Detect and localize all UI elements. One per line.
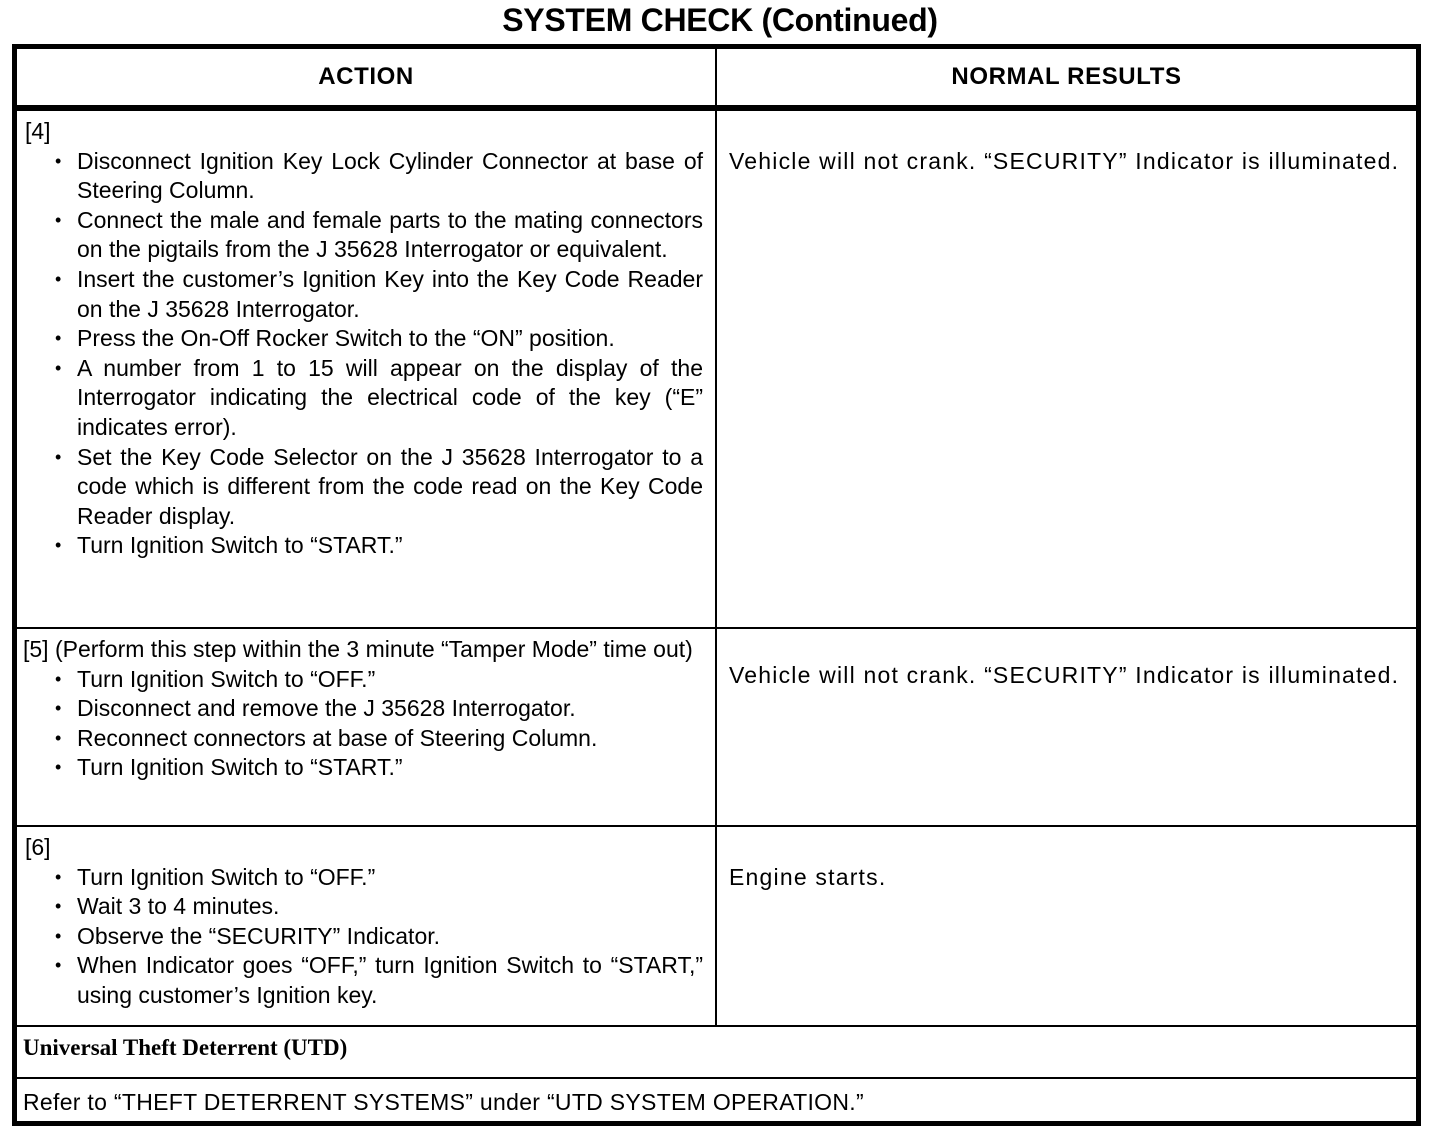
step-6-label: [6] [25,834,51,860]
utd-reference-text: Refer to “THEFT DETERRENT SYSTEMS” under “UTD SYSTEM OPERATION.” [23,1089,864,1115]
header-row [16,48,1417,108]
step-row-5 [16,628,1417,826]
list-item: • Turn Ignition Switch to “OFF.” [77,665,703,695]
step-4-result-cell [716,108,1417,628]
utd-heading-row [16,1026,1417,1078]
list-item: • Reconnect connectors at base of Steering Column. [77,724,703,754]
step-5-bullet-list [23,665,707,783]
step-6-action-cell [16,826,716,1026]
list-item: • When Indicator goes “OFF,” turn Ignition Switch to “START,” using customer’s Ignition key. [77,951,703,1010]
list-item: • Press the On-Off Rocker Switch to the “ON” position. [77,324,703,354]
list-item: • Wait 3 to 4 minutes. [77,892,703,922]
step-5-intro [23,635,707,665]
list-item: • Set the Key Code Selector on the J 35628 Interrogator to a code which is different from the code read on the Key Code Reader display. [77,443,703,532]
step-5-result-cell [716,628,1417,826]
list-item: • Connect the male and female parts to the mating connectors on the pigtails from the J 35628 Interrogator or equivalent. [77,206,703,265]
step-5-action-cell [16,628,716,826]
list-item: • Disconnect Ignition Key Lock Cylinder Connector at base of Steering Column. [77,147,703,206]
page-title: SYSTEM CHECK (Continued) [502,2,938,38]
utd-reference-row [16,1078,1417,1122]
step-4-label: [4] [25,118,51,144]
utd-heading-cell [16,1026,1417,1078]
list-item: • Insert the customer’s Ignition Key into the Key Code Reader on the J 35628 Interrogator. [77,265,703,324]
list-item: • Observe the “SECURITY” Indicator. [77,922,703,952]
step-5-intro-text: (Perform this step within the 3 minute “Tamper Mode” time out) [54,636,693,662]
step-row-4 [16,108,1417,628]
step-6-result-cell [716,826,1417,1026]
step-5-label: [5] [23,636,49,662]
step-6-result: Engine starts. [729,864,887,890]
system-check-table [15,47,1418,1123]
system-check-sheet [12,44,1421,1126]
list-item: • Disconnect and remove the J 35628 Interrogator. [77,694,703,724]
list-item: • A number from 1 to 15 will appear on the display of the Interrogator indicating the electrical code of the key (“E” indicates error). [77,354,703,443]
step-6-bullet-list [23,863,707,1011]
step-4-action-cell [16,108,716,628]
utd-reference-cell [16,1078,1417,1122]
action-header: ACTION [16,48,716,108]
step-5-result: Vehicle will not crank. “SECURITY” Indicator is illuminated. [729,662,1400,688]
step-4-result: Vehicle will not crank. “SECURITY” Indicator is illuminated. [729,148,1400,174]
normal-results-header: NORMAL RESULTS [716,48,1417,108]
step-row-6 [16,826,1417,1026]
utd-heading: Universal Theft Deterrent (UTD) [23,1035,348,1060]
list-item: • Turn Ignition Switch to “START.” [77,753,703,783]
step-4-bullet-list [23,147,707,561]
list-item: • Turn Ignition Switch to “OFF.” [77,863,703,893]
list-item: • Turn Ignition Switch to “START.” [77,531,703,561]
